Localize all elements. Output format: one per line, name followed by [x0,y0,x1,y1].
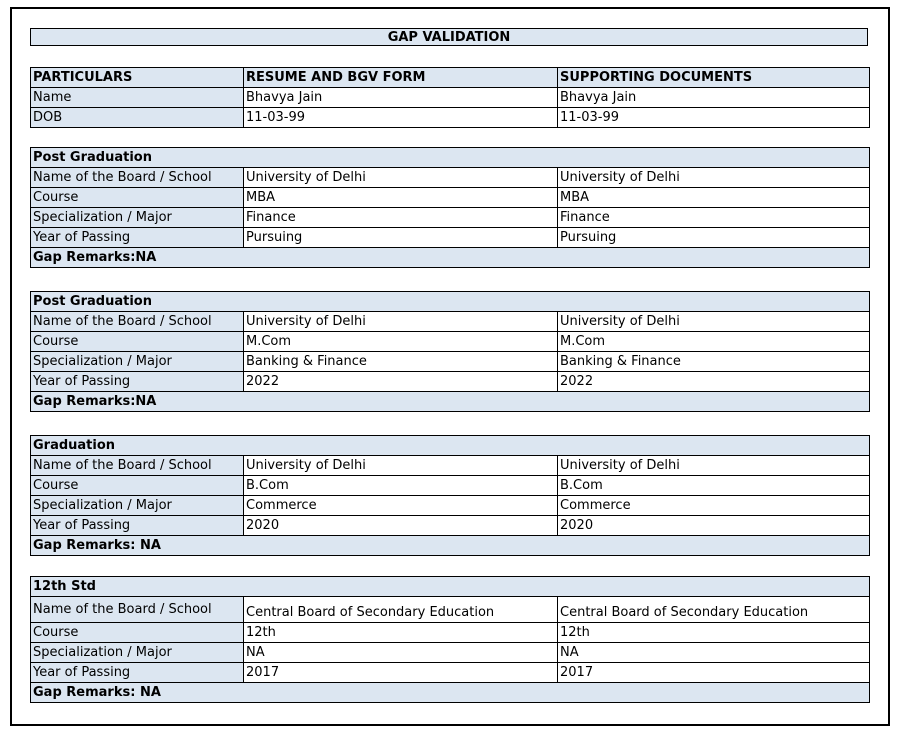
resume-value: Finance [244,208,558,228]
table-row [31,516,870,536]
documents-value: Pursuing [558,228,870,248]
resume-value: Banking & Finance [244,352,558,372]
education-section [30,435,870,556]
documents-value: 2017 [558,663,870,683]
row-label: Specialization / Major [31,208,244,228]
resume-value: Pursuing [244,228,558,248]
resume-value: NA [244,643,558,663]
table-row [31,663,870,683]
documents-value: MBA [558,188,870,208]
section-heading: Graduation [31,436,870,456]
documents-value: Bhavya Jain [558,88,870,108]
table-row [31,623,870,643]
row-label: Name of the Board / School [31,312,244,332]
resume-value: Commerce [244,496,558,516]
resume-value: University of Delhi [244,312,558,332]
education-section [30,147,870,268]
header-particulars: PARTICULARS [31,68,244,88]
education-section [30,576,870,703]
row-label: Specialization / Major [31,496,244,516]
row-label: Year of Passing [31,663,244,683]
table-row [31,597,870,623]
documents-value: 11-03-99 [558,108,870,128]
resume-value: B.Com [244,476,558,496]
row-label: Course [31,476,244,496]
table-row [31,456,870,476]
resume-value: M.Com [244,332,558,352]
header-resume: RESUME AND BGV FORM [244,68,558,88]
resume-value: 2020 [244,516,558,536]
table-row [31,168,870,188]
table-row [31,88,870,108]
row-label: Year of Passing [31,228,244,248]
gap-remarks: Gap Remarks:NA [31,392,870,412]
row-label: Name [31,88,244,108]
row-label: Name of the Board / School [31,597,244,623]
documents-value: Banking & Finance [558,352,870,372]
table-row [31,476,870,496]
row-label: Course [31,332,244,352]
documents-value: University of Delhi [558,456,870,476]
row-label: Course [31,188,244,208]
table-row [31,188,870,208]
row-label: Specialization / Major [31,352,244,372]
row-label: Year of Passing [31,372,244,392]
resume-value: University of Delhi [244,456,558,476]
resume-value: Bhavya Jain [244,88,558,108]
table-row [31,228,870,248]
resume-value: 2022 [244,372,558,392]
education-section [30,291,870,412]
table-row [31,108,870,128]
resume-value: Central Board of Secondary Education [244,597,558,623]
gap-remarks: Gap Remarks: NA [31,683,870,703]
table-row [31,496,870,516]
documents-value: University of Delhi [558,312,870,332]
section-heading: 12th Std [31,577,870,597]
documents-value: Commerce [558,496,870,516]
row-label: Year of Passing [31,516,244,536]
documents-value: Finance [558,208,870,228]
table-row [31,208,870,228]
row-label: Specialization / Major [31,643,244,663]
table-row [31,352,870,372]
resume-value: University of Delhi [244,168,558,188]
header-row [31,68,870,88]
gap-remarks: Gap Remarks:NA [31,248,870,268]
resume-value: 11-03-99 [244,108,558,128]
bottom-rule [10,724,890,726]
header-documents: SUPPORTING DOCUMENTS [558,68,870,88]
row-label: Course [31,623,244,643]
gap-remarks: Gap Remarks: NA [31,536,870,556]
documents-value: M.Com [558,332,870,352]
row-label: DOB [31,108,244,128]
row-label: Name of the Board / School [31,168,244,188]
documents-value: Central Board of Secondary Education [558,597,870,623]
documents-value: 12th [558,623,870,643]
row-label: Name of the Board / School [31,456,244,476]
section-heading: Post Graduation [31,292,870,312]
personal-table [30,67,870,128]
table-row [31,643,870,663]
table-row [31,312,870,332]
resume-value: 2017 [244,663,558,683]
documents-value: B.Com [558,476,870,496]
documents-value: 2020 [558,516,870,536]
table-row [31,372,870,392]
table-row [31,332,870,352]
section-heading: Post Graduation [31,148,870,168]
documents-value: University of Delhi [558,168,870,188]
page-title: GAP VALIDATION [30,28,868,46]
resume-value: MBA [244,188,558,208]
resume-value: 12th [244,623,558,643]
documents-value: NA [558,643,870,663]
documents-value: 2022 [558,372,870,392]
